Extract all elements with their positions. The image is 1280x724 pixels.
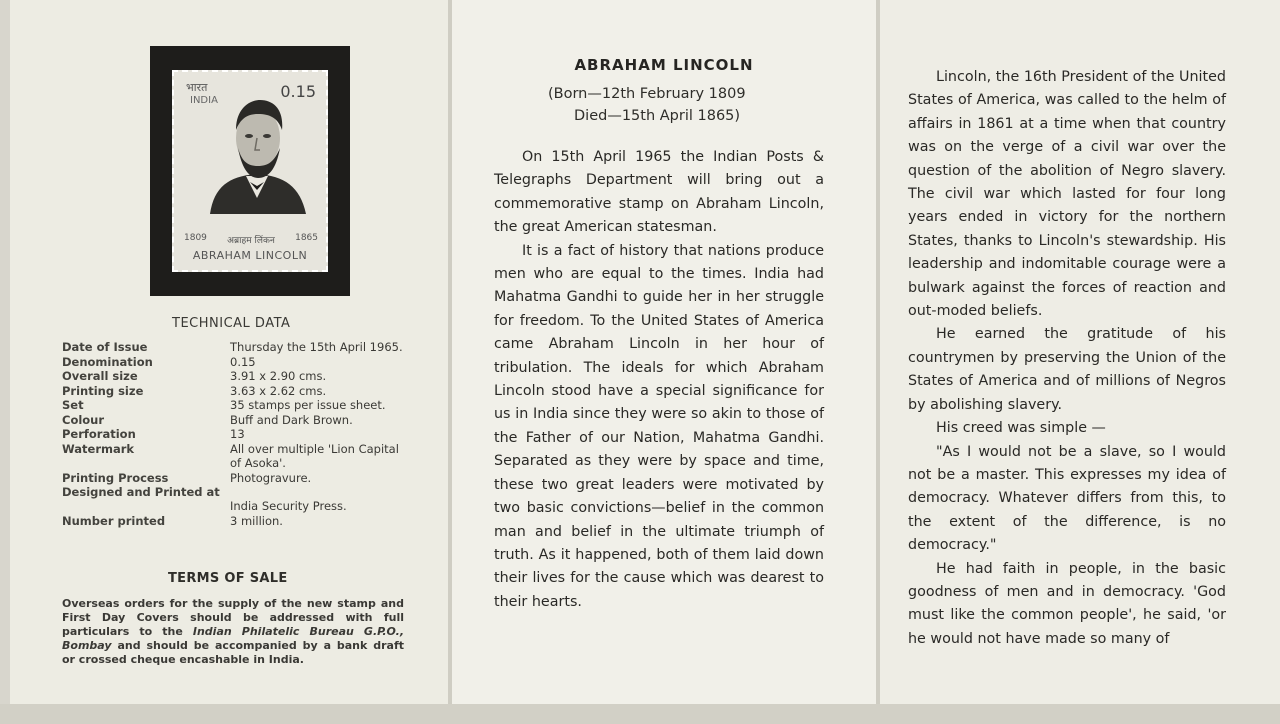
tech-row — [62, 369, 412, 384]
page-bottom-edge — [0, 704, 1280, 724]
tech-label: Number printed — [62, 513, 166, 528]
terms-of-sale-text — [62, 597, 404, 667]
tech-value: 3.91 x 2.90 cms. — [230, 369, 327, 383]
terms-of-sale-title: TERMS OF SALE — [168, 571, 288, 586]
tech-value: 3.63 x 2.62 cms. — [230, 383, 327, 398]
tech-label: Printing Process — [62, 470, 169, 485]
tech-value: 35 stamps per issue sheet. — [230, 398, 386, 412]
paragraph: It is a fact of history that nations produce men who are equal to the times. India had Mahatma Gandhi to guide her in her struggle for freedom. To the United States of America came Abraham Lincoln in her hour of tribulation. The ideals for which Abraham Lincoln stood have a special significance for us in India since they were so akin to those of the Father of our Nation, Mahatma Gandhi. Separated as they were by space and time, these two great leaders were motivated by two basic convictions—belief in the common man and belief in the ultimate triumph of truth. As it happened, both of them laid down their lives for the cause which was dearest to their hearts. — [494, 242, 824, 610]
tech-label: Overall size — [62, 369, 138, 383]
tech-row — [62, 340, 412, 355]
right-panel — [880, 0, 1280, 724]
paragraph: He earned the gratitude of his countrymen by preserving the Union of the States of America and of millions of Negros by abolishing slavery. — [908, 326, 1226, 413]
tech-label: Printing size — [62, 383, 144, 398]
tech-row — [62, 514, 412, 529]
stamp-value: 0.15 — [280, 82, 316, 101]
tech-value: 13 — [230, 427, 245, 441]
tech-row — [62, 485, 412, 514]
tech-row — [62, 384, 412, 399]
article-title: ABRAHAM LINCOLN — [574, 56, 754, 74]
stamp-country-hindi: भारत — [186, 81, 208, 94]
tech-value: All over multiple 'Lion Capital of Asoka'. — [230, 441, 399, 470]
lincoln-portrait-icon — [202, 90, 312, 214]
tech-value: Buff and Dark Brown. — [230, 412, 353, 427]
stamp-country-vertical: INDIA — [190, 95, 218, 106]
stamp-year-start: 1809 — [184, 233, 207, 243]
tech-label: Date of Issue — [62, 340, 148, 354]
tech-row — [62, 442, 412, 471]
stamp-years — [184, 233, 318, 246]
right-body-text — [908, 66, 1226, 651]
tech-label: Perforation — [62, 427, 136, 441]
tech-label: Denomination — [62, 354, 153, 369]
tech-row — [62, 355, 412, 370]
tech-label: Designed and Printed at — [62, 485, 220, 499]
paragraph: "As I would not be a slave, so I would not be a master. This expresses my idea of democracy. Whatever differs from this, to the extent of the difference, is no democracy." — [908, 443, 1226, 554]
stamp-year-end: 1865 — [295, 233, 318, 243]
technical-data-table — [62, 340, 412, 528]
tech-row — [62, 398, 412, 413]
middle-panel — [452, 0, 876, 724]
tech-value: India Security Press. — [230, 499, 347, 513]
paragraph: Lincoln, the 16th President of the United States of America, was called to the helm of affairs in 1861 at a time when that country was on the verge of a civil war over the question of the abolition of Negro slavery. The civil war which lasted for four long years ended in victory for the northern States, thanks to Lincoln's stewardship. His leadership and indomitable courage were a bulwark against the forces of reaction and out-moded beliefs. — [908, 69, 1226, 320]
tech-row — [62, 413, 412, 428]
tech-value: 0.15 — [230, 354, 256, 369]
tech-row — [62, 471, 412, 486]
tech-value: Thursday the 15th April 1965. — [230, 340, 403, 354]
tech-value: 3 million. — [230, 513, 283, 528]
paragraph: He had faith in people, in the basic goodness of men and in democracy. 'God must like the common people', he said, 'or he would not have made so many of — [908, 560, 1226, 647]
stamp-frame — [150, 46, 350, 296]
lincoln-stamp — [172, 70, 328, 272]
tech-label: Set — [62, 398, 84, 412]
born-date: (Born—12th February 1809 — [548, 86, 746, 102]
terms-text-part-2: and should be accompanied by a bank draft or crossed cheque encashable in India. — [62, 639, 404, 666]
terms-text-italic: Indian Philatelic Bureau G.P.O., Bombay — [62, 625, 404, 652]
tech-row — [62, 427, 412, 442]
stamp-hindi-name: अब्राहम लिंकन — [227, 236, 275, 246]
middle-body-text — [494, 146, 824, 614]
tech-value: Photogravure. — [230, 470, 312, 485]
paragraph: On 15th April 1965 the Indian Posts & Telegraphs Department will bring out a commemorative stamp on Abraham Lincoln, the great American statesman. — [494, 149, 824, 236]
tech-label: Colour — [62, 412, 105, 427]
died-date: Died—15th April 1865) — [574, 108, 741, 124]
technical-data-title: TECHNICAL DATA — [172, 316, 291, 331]
stamp-name: ABRAHAM LINCOLN — [192, 249, 308, 262]
paragraph: His creed was simple — — [936, 420, 1106, 437]
tech-label: Watermark — [62, 441, 135, 456]
terms-text-part-1: Overseas orders for the supply of the new stamp and First Day Covers should be addressed with full particulars to the — [62, 597, 404, 638]
